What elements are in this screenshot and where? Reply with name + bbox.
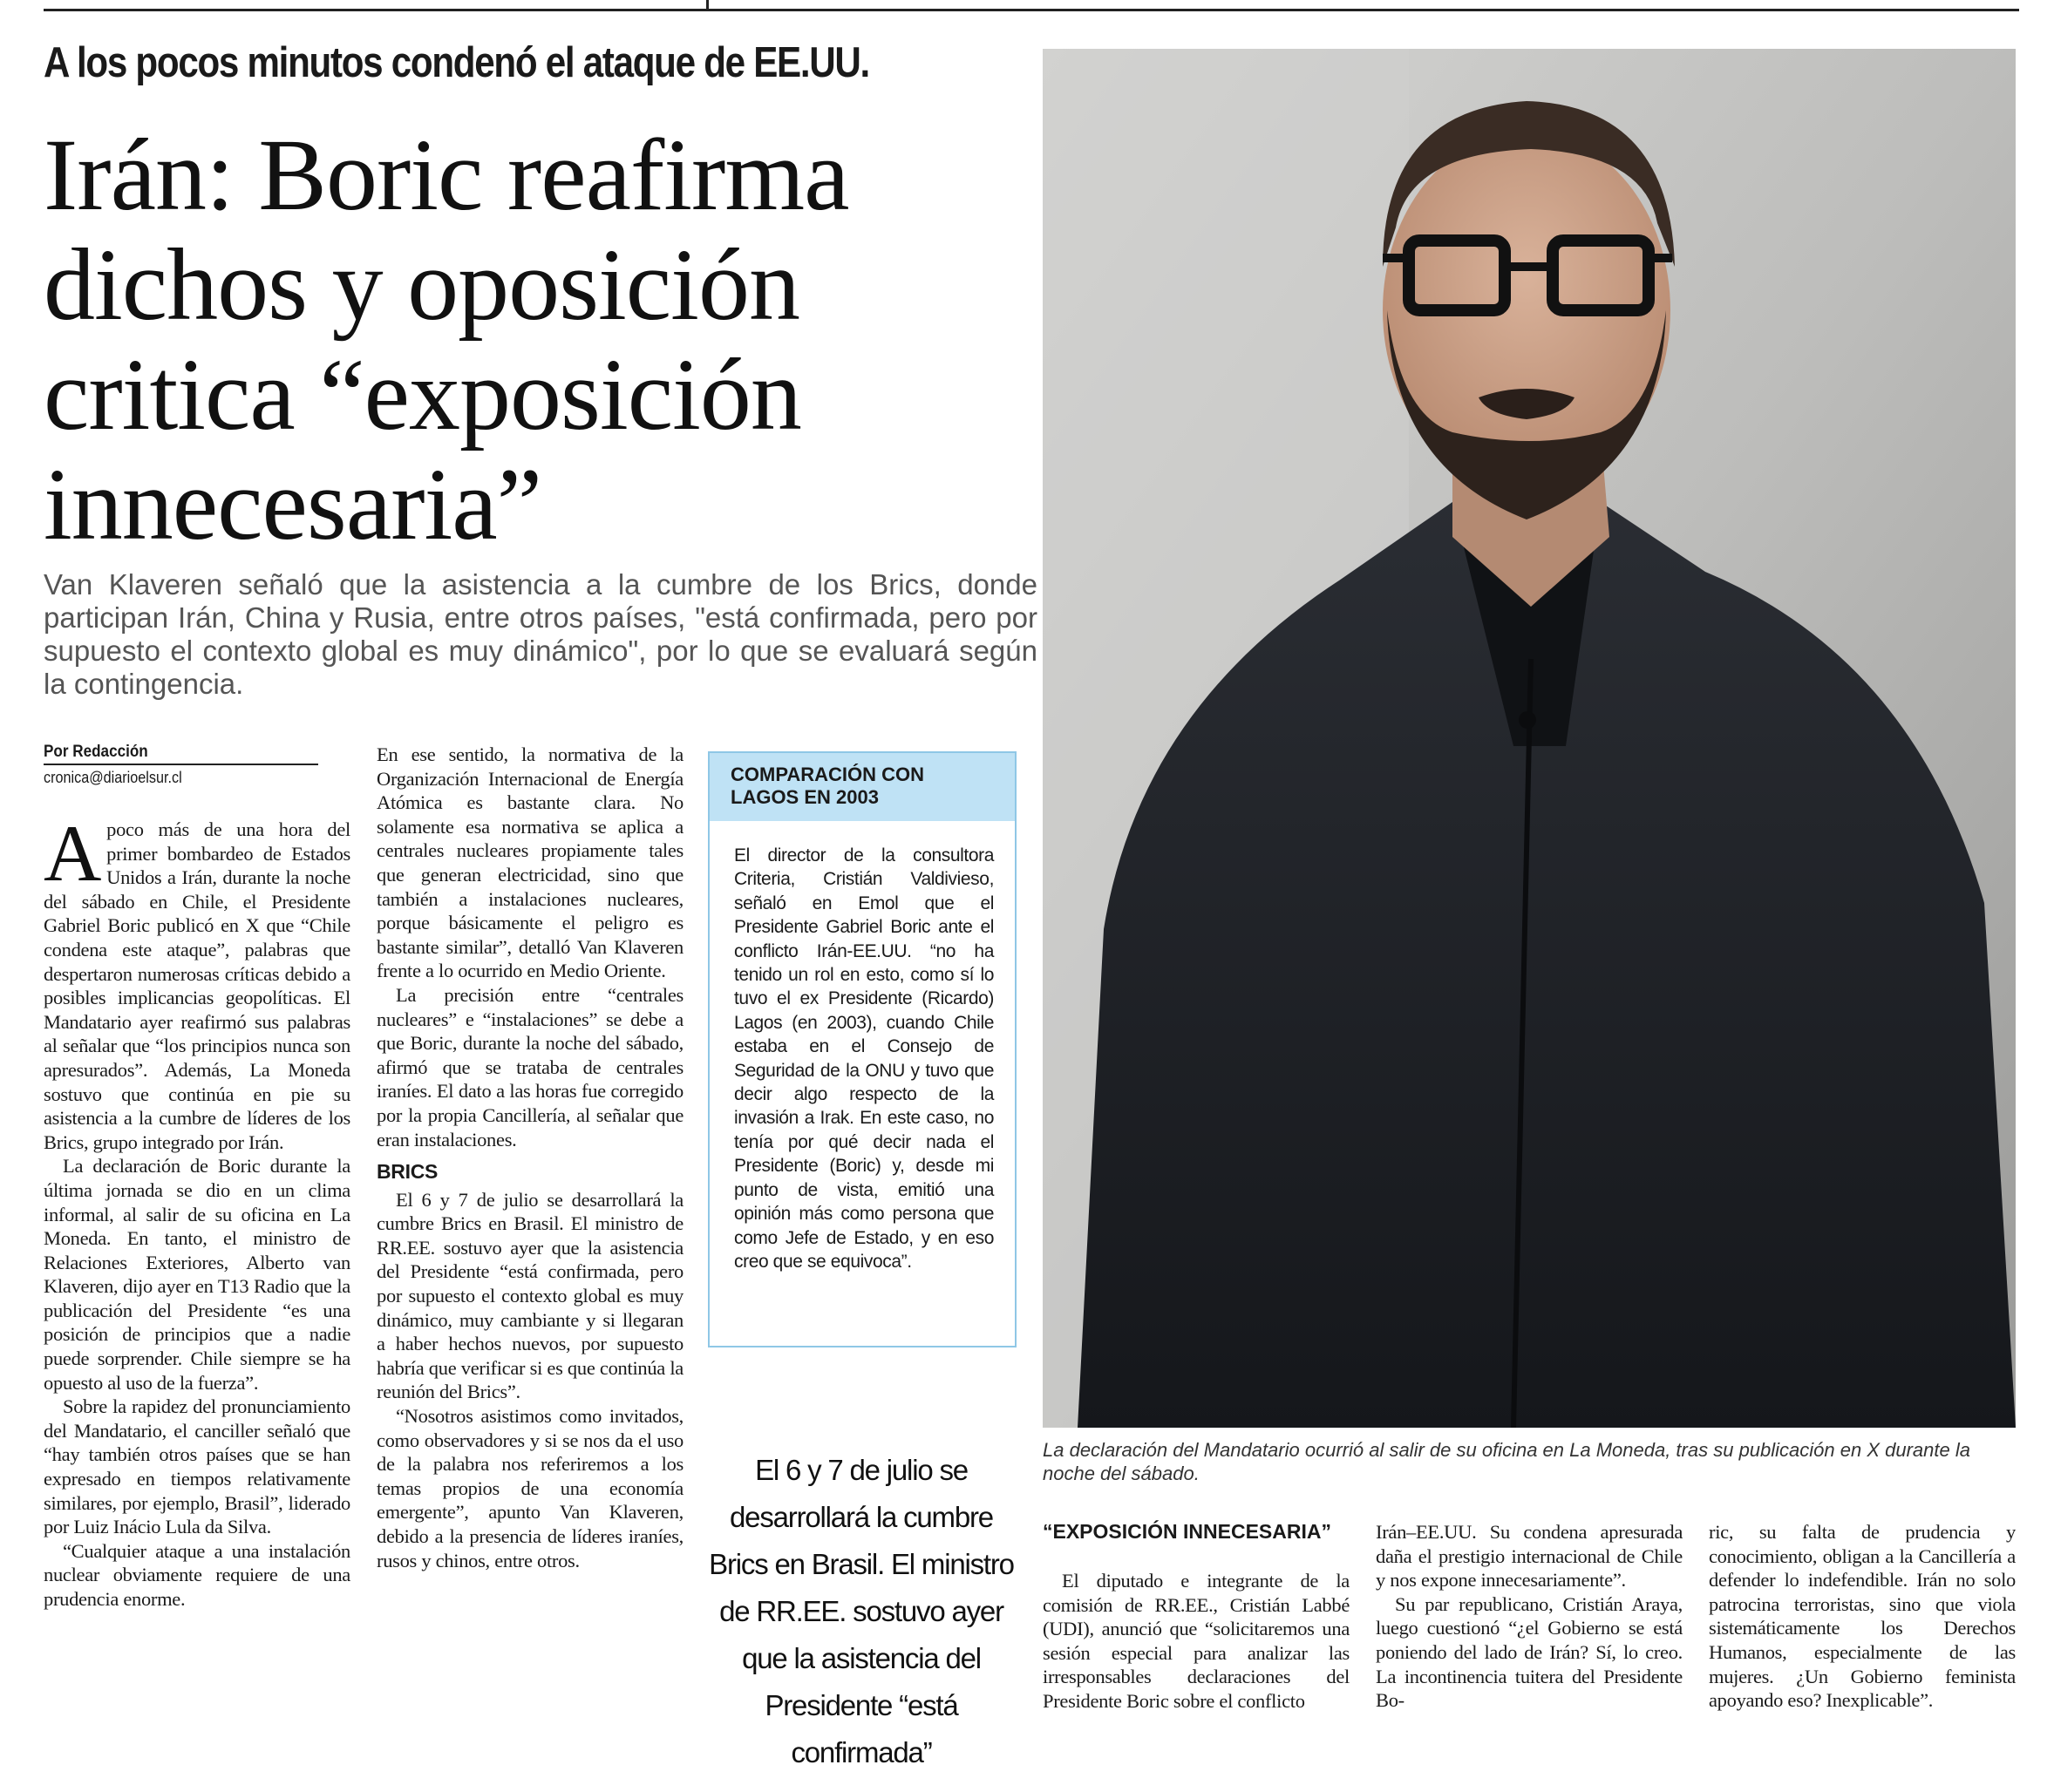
body-column-2 [377,743,684,1572]
body-paragraph: “Cualquier ataque a una instalación nuclear obviamente requiere de una prudencia enorme. [44,1539,350,1610]
section-subhead-exposicion: “EXPOSICIÓN INNECESARIA” [1043,1520,1331,1543]
headline [44,120,1020,560]
headline-line: critica “exposición [44,337,801,451]
body-paragraph: Su par republicano, Cristián Araya, luego cuestionó “¿el Gobierno se está poniendo del lado de Irán? Sí, lo creo. La incontinencia tuitera del Presidente Bo- [1376,1592,1683,1712]
body-paragraph: ric, su falta de prudencia y conocimiento, obligan a la Cancillería a defender lo indefendible. Irán no solo patrocina terroristas, sino que viola sistemáticamente los Derechos Humanos, especialmente de las mujeres. ¿Un Gobierno feminista apoyando eso? Inexplicable”. [1709,1521,2016,1712]
section-subhead-brics: BRICS [377,1160,439,1184]
pull-quote: El 6 y 7 de julio se desarrollará la cumbre Brics en Brasil. El ministro de RR.EE. sostuvo ayer que la asistencia del Presidente “está confirmada” [709,1454,1014,1768]
body-column-4 [1376,1520,1683,1713]
body-paragraph: Sobre la rapidez del pronunciamiento del Mandatario, el canciller señaló que “hay también otros países que se han expresado en tiempos relativamente similares, por ejemplo, Brasil”, liderado por Luiz Inácio Lula da Silva. [44,1395,350,1538]
body-column-5 [1709,1520,2016,1713]
byline [44,743,349,787]
body-paragraph: El diputado e integrante de la comisión de RR.EE., Cristián Labbé (UDI), anunció que “solicitaremos una sesión especial para analizar las irresponsables declaraciones del Presidente Boric sobre el conflicto [1043,1570,1350,1712]
headline-line: Irán: Boric reafirma [44,118,849,232]
byline-email: cronica@diarioelsur.cl [44,769,182,786]
body-paragraph-text: poco más de una hora del primer bombardeo de Estados Unidos a Irán, durante la noche del sábado en Chile, el Presidente Gabriel Boric publicó en X que “Chile condena este ataque”, palabras que despertaron numerosas críticas debido a posibles implicancias geopolíticas. El Mandatario ayer reafirmó sus palabras al señalar que “los principios nunca son apresurados”. Además, La Moneda sostuvo que continúa en pie su asistencia a la cumbre de líderes de los Brics, grupo integrado por Irán. [44,818,350,1153]
deck: Van Klaveren señaló que la asistencia a la cumbre de los Brics, donde participan Irán, China y Rusia, entre otros países, "está confirmada, pero por supuesto el contexto global es muy dinámico", por lo que se evaluará según la contingencia. [44,568,1037,700]
byline-author: Por Redacción [44,743,318,765]
sidebar-box-heading: COMPARACIÓN CON LAGOS EN 2003 [710,753,1015,821]
body-column-1 [44,809,350,1612]
headline-line: dichos y oposición [44,227,799,342]
top-rule [44,0,2019,11]
body-paragraph: “Nosotros asistimos como invitados, como observadores y si se nos da el uso de la palabra nos referiremos a los temas propios de una economía emergente”, apunto Van Klaveren, debido a la presencia de líderes iraníes, rusos y chinos, entre otros. [377,1405,684,1571]
body-paragraph: La precisión entre “centrales nucleares” e “instalaciones” se debe a que Boric, durante la noche del sábado, afirmó que se trataba de centrales iraníes. El dato a las horas fue corregido por la propia Cancillería, al señalar que eran instalaciones. [377,983,684,1151]
news-photo [1043,49,2016,1428]
photo-illustration [1043,49,2016,1428]
body-paragraph: Irán–EE.UU. Su condena apresurada daña el prestigio internacional de Chile y nos expone innecesariamente”. [1376,1521,1683,1592]
body-paragraph [44,809,350,1154]
drop-cap: A [44,809,102,898]
body-paragraph: El 6 y 7 de julio se desarrollará la cumbre Brics en Brasil. El ministro de RR.EE. sostuvo ayer que la asistencia del Presidente “está confirmada, pero por supuesto el contexto global es muy dinámico, muy cambiante y si llegaran a haber hechos nuevos, por supuesto habría que verificar si es que continúa la reunión del Brics”. [377,1188,684,1403]
sidebar-box [708,751,1017,1347]
body-paragraph: La declaración de Boric durante la última jornada se dio en un clima informal, al salir de su oficina en La Moneda. En tanto, el ministro de Relaciones Exteriores, Alberto van Klaveren, dijo ayer en T13 Radio que la publicación del Presidente “es una posición de principios que a nadie puede sorprender. Chile siempre se ha opuesto al uso de la fuerza”. [44,1155,350,1394]
kicker: A los pocos minutos condenó el ataque de EE.UU. [44,39,869,86]
sidebar-box-text: El director de la consultora Criteria, Cristián Valdivieso, señaló en Emol que el Presidente Gabriel Boric ante el conflicto Irán-EE.UU. “no ha tenido un rol en esto, como sí lo tuvo el ex Presidente (Ricardo) Lagos (en 2003), cuando Chile estaba en el Consejo de Seguridad de la ONU y tuvo que decir algo respecto de la invasión a Irak. En este caso, no tenía por qué decir nada el Presidente (Boric) y, desde mi punto de vista, emitió una opinión más como persona que como Jefe de Estado, y en eso creo que se equivoca”. [734,845,994,1272]
headline-line: innecesaria” [44,447,542,561]
photo-caption: La declaración del Mandatario ocurrió al salir de su oficina en La Moneda, tras su publicación en X durante la noche del sábado. [1043,1439,1970,1484]
body-paragraph: En ese sentido, la normativa de la Organización Internacional de Energía Atómica es bastante clara. No solamente esa normativa se aplica a centrales nucleares propiamente tales que generan electricidad, sino que también a instalaciones nucleares, porque básicamente el peligro es bastante similar”, detalló Van Klaveren frente a lo ocurrido en Medio Oriente. [377,743,684,982]
top-rule-tick [706,0,709,9]
body-column-3 [1043,1569,1350,1714]
